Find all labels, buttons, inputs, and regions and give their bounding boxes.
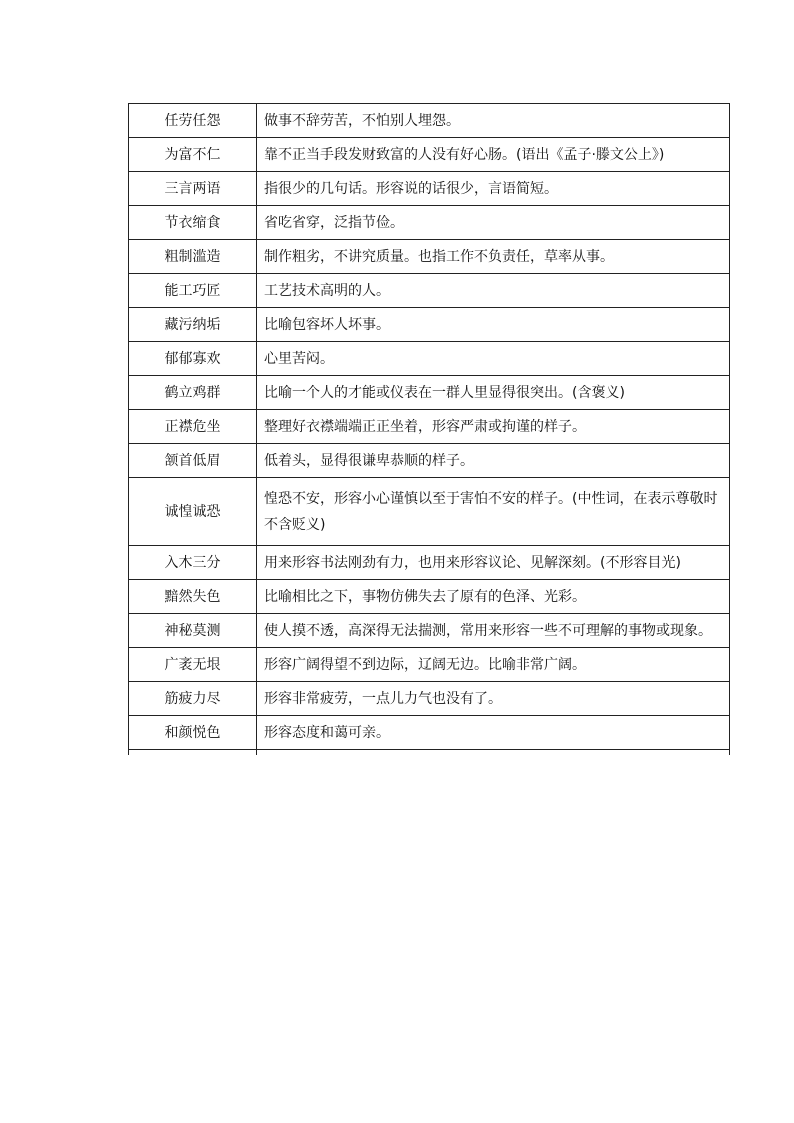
idiom-term: 诚惶诚恐 <box>129 478 257 546</box>
idiom-term: 正襟危坐 <box>129 410 257 444</box>
idiom-definition: 比喻相比之下，事物仿佛失去了原有的色泽、光彩。 <box>257 580 730 614</box>
idiom-term: 黯然失色 <box>129 580 257 614</box>
table-row <box>129 172 730 206</box>
idiom-term: 为富不仁 <box>129 138 257 172</box>
idiom-definition: 工艺技术高明的人。 <box>257 274 730 308</box>
idiom-term: 筋疲力尽 <box>129 682 257 716</box>
table-row <box>129 716 730 750</box>
table-row <box>129 614 730 648</box>
table-row-continuation <box>129 750 730 756</box>
idiom-definition: 整理好衣襟端端正正坐着，形容严肃或拘谨的样子。 <box>257 410 730 444</box>
idiom-term: 广袤无垠 <box>129 648 257 682</box>
idiom-definition: 省吃省穿，泛指节俭。 <box>257 206 730 240</box>
idiom-term: 任劳任怨 <box>129 104 257 138</box>
idiom-definition: 制作粗劣，不讲究质量。也指工作不负责任，草率从事。 <box>257 240 730 274</box>
idiom-term: 和颜悦色 <box>129 716 257 750</box>
idiom-definition: 做事不辞劳苦，不怕别人埋怨。 <box>257 104 730 138</box>
idiom-definition: 形容非常疲劳，一点儿力气也没有了。 <box>257 682 730 716</box>
idiom-term: 颔首低眉 <box>129 444 257 478</box>
idiom-term: 神秘莫测 <box>129 614 257 648</box>
idiom-term: 鹤立鸡群 <box>129 376 257 410</box>
idiom-definition: 比喻一个人的才能或仪表在一群人里显得很突出。(含褒义) <box>257 376 730 410</box>
table-row <box>129 308 730 342</box>
table-row <box>129 240 730 274</box>
idiom-definition: 用来形容书法刚劲有力，也用来形容议论、见解深刻。(不形容目光) <box>257 546 730 580</box>
idiom-definition: 使人摸不透，高深得无法揣测，常用来形容一些不可理解的事物或现象。 <box>257 614 730 648</box>
empty-cell <box>257 750 730 756</box>
idiom-definition: 惶恐不安，形容小心谨慎以至于害怕不安的样子。(中性词，在表示尊敬时不含贬义) <box>257 478 730 546</box>
table-row <box>129 342 730 376</box>
table-row <box>129 444 730 478</box>
idiom-table <box>128 103 730 755</box>
table-row <box>129 274 730 308</box>
table-row <box>129 478 730 546</box>
table-row <box>129 580 730 614</box>
table-row <box>129 138 730 172</box>
table-row <box>129 682 730 716</box>
empty-cell <box>129 750 257 756</box>
idiom-definition: 形容广阔得望不到边际，辽阔无边。比喻非常广阔。 <box>257 648 730 682</box>
table-row <box>129 376 730 410</box>
idiom-definition: 心里苦闷。 <box>257 342 730 376</box>
idiom-term: 粗制滥造 <box>129 240 257 274</box>
table-row <box>129 410 730 444</box>
idiom-term: 三言两语 <box>129 172 257 206</box>
idiom-term: 藏污纳垢 <box>129 308 257 342</box>
idiom-definition: 低着头，显得很谦卑恭顺的样子。 <box>257 444 730 478</box>
idiom-definition: 形容态度和蔼可亲。 <box>257 716 730 750</box>
table-row <box>129 546 730 580</box>
table-row <box>129 104 730 138</box>
idiom-definition: 指很少的几句话。形容说的话很少，言语简短。 <box>257 172 730 206</box>
idiom-term: 入木三分 <box>129 546 257 580</box>
idiom-term: 节衣缩食 <box>129 206 257 240</box>
idiom-term: 郁郁寡欢 <box>129 342 257 376</box>
idiom-definition: 靠不正当手段发财致富的人没有好心肠。(语出《孟子·滕文公上》) <box>257 138 730 172</box>
idiom-definition: 比喻包容坏人坏事。 <box>257 308 730 342</box>
table-row <box>129 206 730 240</box>
idiom-term: 能工巧匠 <box>129 274 257 308</box>
table-row <box>129 648 730 682</box>
